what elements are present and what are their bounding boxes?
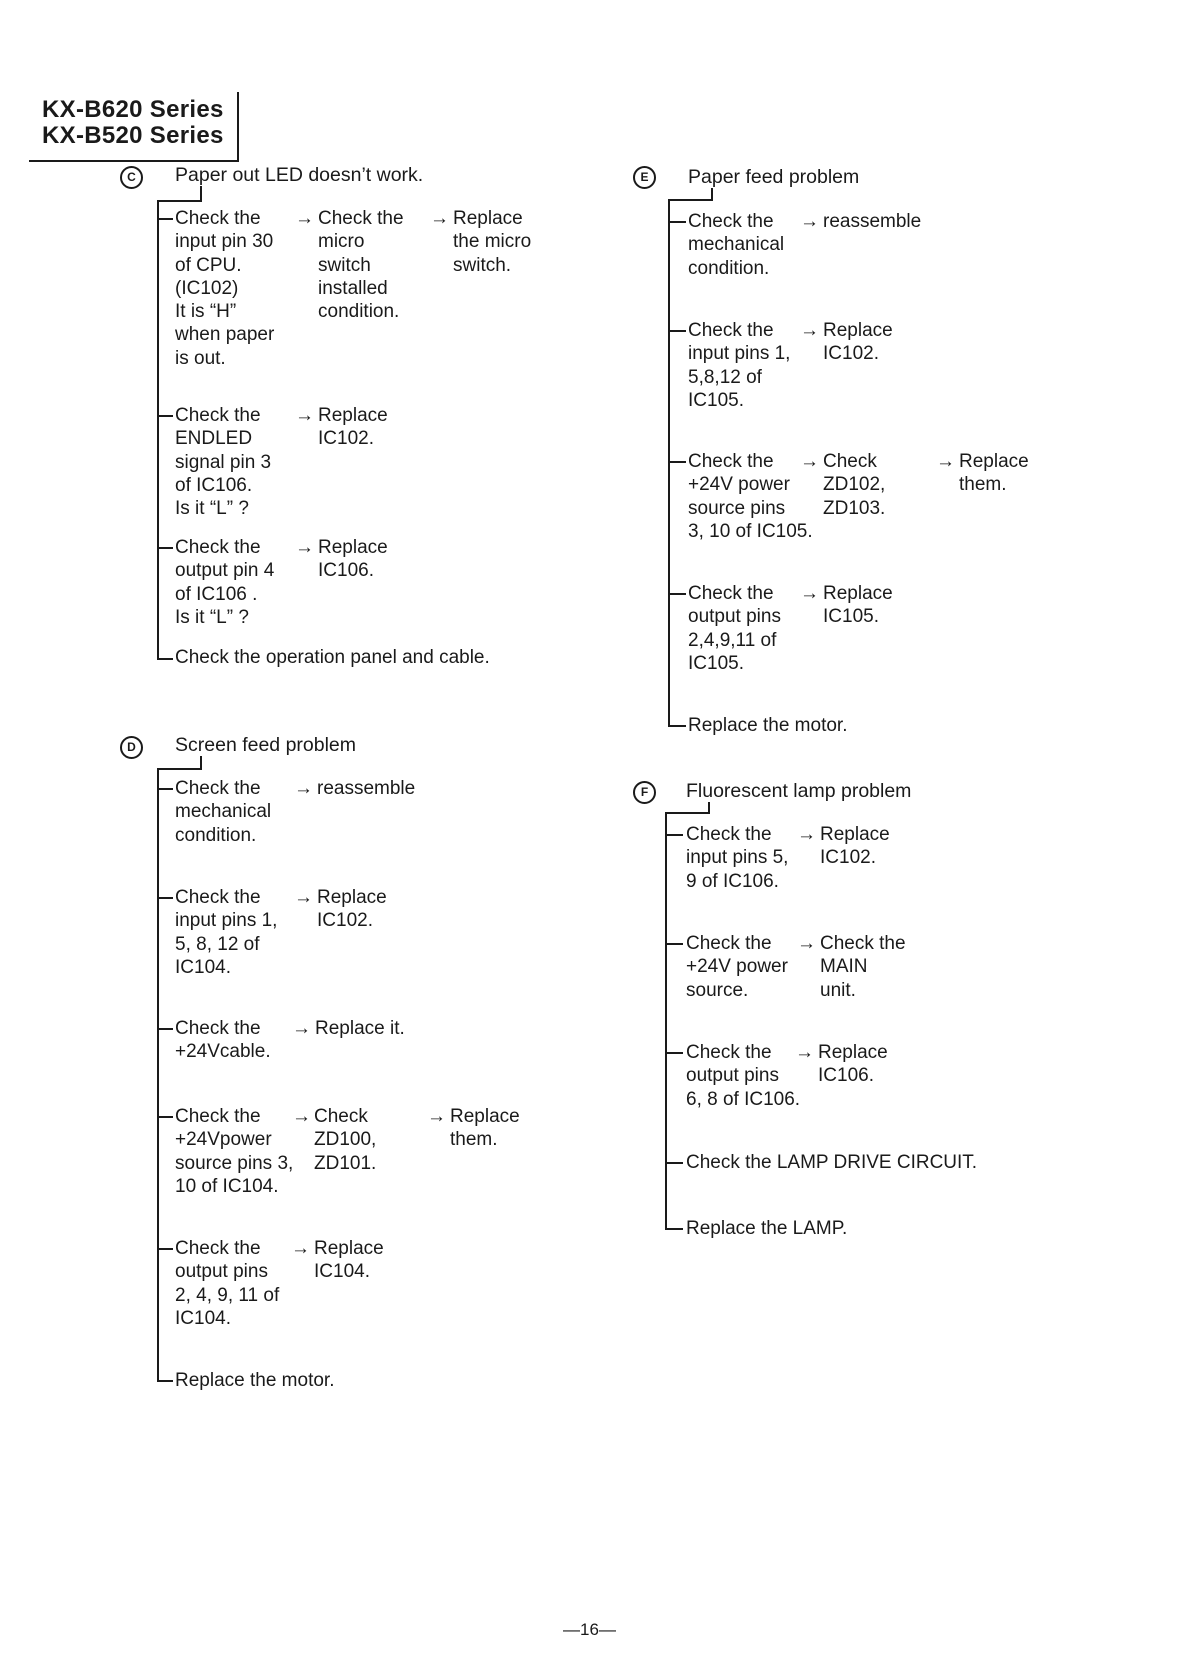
tree-connector — [157, 768, 202, 770]
step-text: Check the output pins 2,4,9,11 of IC105. — [688, 583, 781, 674]
step-text: Check the ENDLED signal pin 3 of IC106. Is it “L” ? — [175, 405, 272, 520]
arrow-icon: → — [292, 1018, 311, 1039]
step-text: reassemble — [317, 778, 416, 799]
step-text: Check the +24V power source pins 3, 10 of IC105. — [688, 451, 813, 542]
arrow-icon: → — [797, 824, 816, 845]
tree-connector — [708, 802, 710, 814]
branch-tick — [668, 221, 686, 223]
section-title: Paper out LED doesn’t work. — [175, 164, 424, 186]
arrow-icon: → — [294, 778, 313, 799]
branch-tick — [157, 547, 173, 549]
tree-connector — [711, 188, 713, 201]
step-text: Replace the micro switch. — [453, 208, 532, 276]
branch-tick — [665, 943, 683, 945]
arrow-icon: → — [291, 1238, 310, 1259]
branch-tick — [668, 330, 686, 332]
tree-connector — [200, 186, 202, 202]
tree-trunk — [157, 768, 159, 1381]
tree-connector — [157, 200, 202, 202]
step-text: Check the +24V power source. — [686, 933, 788, 1001]
branch-tick — [157, 1380, 173, 1382]
section-title: Paper feed problem — [688, 166, 860, 188]
branch-tick — [665, 1228, 683, 1230]
section-title: Screen feed problem — [175, 734, 357, 756]
section-title: Fluorescent lamp problem — [686, 780, 912, 802]
arrow-icon: → — [427, 1106, 446, 1127]
step-text: Check the input pins 1, 5,8,12 of IC105. — [688, 320, 791, 411]
branch-tick — [157, 897, 173, 899]
step-text: Replace IC102. — [318, 405, 388, 450]
step-text: Check the mechanical condition. — [175, 778, 272, 846]
section-letter: D — [120, 736, 143, 759]
branch-tick — [668, 725, 686, 727]
branch-tick — [157, 1116, 173, 1118]
step-text: Replace IC105. — [823, 583, 893, 628]
section-letter: C — [120, 166, 143, 189]
final-step: Replace the motor. — [688, 715, 848, 736]
arrow-icon: → — [800, 451, 819, 472]
step-text: Replace IC102. — [317, 887, 387, 932]
step-text: Check the MAIN unit. — [820, 933, 906, 1001]
branch-tick — [157, 658, 173, 660]
step-text: Replace them. — [959, 451, 1029, 496]
step-text: reassemble — [823, 211, 922, 232]
step-text: Check the input pin 30 of CPU. (IC102) It is “H” when paper is out. — [175, 208, 275, 369]
step-text: Check the output pins 6, 8 of IC106. — [686, 1042, 801, 1110]
arrow-icon: → — [295, 537, 314, 558]
arrow-icon: → — [797, 933, 816, 954]
section-letter: E — [633, 166, 656, 189]
arrow-icon: → — [295, 405, 314, 426]
tree-trunk — [157, 200, 159, 659]
final-step: Replace the LAMP. — [686, 1218, 848, 1239]
step-text: Replace IC102. — [823, 320, 893, 365]
step-text: Check the input pins 5, 9 of IC106. — [686, 824, 789, 892]
step-text: Check ZD102, ZD103. — [823, 451, 886, 519]
step-text: Check the micro switch installed condition. — [318, 208, 404, 323]
arrow-icon: → — [795, 1042, 814, 1063]
step-text: Replace IC104. — [314, 1238, 384, 1283]
section-letter: F — [633, 781, 656, 804]
tree-connector — [668, 199, 713, 201]
step-text: Check the +24Vpower source pins 3, 10 of IC104. — [175, 1106, 294, 1197]
step-text: Check the LAMP DRIVE CIRCUIT. — [686, 1152, 978, 1173]
arrow-icon: → — [292, 1106, 311, 1127]
arrow-icon: → — [800, 320, 819, 341]
arrow-icon: → — [800, 211, 819, 232]
arrow-icon: → — [800, 583, 819, 604]
tree-trunk — [665, 812, 667, 1229]
step-text: Check the output pin 4 of IC106 . Is it “L” ? — [175, 537, 275, 628]
branch-tick — [157, 1028, 173, 1030]
branch-tick — [157, 788, 173, 790]
branch-tick — [157, 1248, 173, 1250]
branch-tick — [668, 461, 686, 463]
tree-connector — [200, 756, 202, 770]
step-text: Check the input pins 1, 5, 8, 12 of IC104. — [175, 887, 278, 978]
step-text: Check ZD100, ZD101. — [314, 1106, 377, 1174]
arrow-icon: → — [295, 208, 314, 229]
tree-connector — [665, 812, 710, 814]
step-text: Replace it. — [315, 1018, 405, 1039]
series-title-2: KX-B520 Series — [42, 122, 224, 149]
branch-tick — [665, 1162, 683, 1164]
branch-tick — [157, 218, 173, 220]
page-number: —16— — [563, 1620, 616, 1639]
step-text: Check the +24Vcable. — [175, 1018, 271, 1063]
branch-tick — [665, 834, 683, 836]
final-step: Check the operation panel and cable. — [175, 647, 490, 668]
step-text: Check the output pins 2, 4, 9, 11 of IC104. — [175, 1238, 280, 1329]
branch-tick — [665, 1052, 683, 1054]
step-text: Check the mechanical condition. — [688, 211, 785, 279]
arrow-icon: → — [430, 208, 449, 229]
arrow-icon: → — [294, 887, 313, 908]
branch-tick — [157, 415, 173, 417]
branch-tick — [668, 593, 686, 595]
final-step: Replace the motor. — [175, 1370, 335, 1391]
step-text: Replace them. — [450, 1106, 520, 1151]
arrow-icon: → — [936, 451, 955, 472]
step-text: Replace IC106. — [818, 1042, 888, 1087]
step-text: Replace IC102. — [820, 824, 890, 869]
step-text: Replace IC106. — [318, 537, 388, 582]
series-title-1: KX-B620 Series — [42, 96, 224, 123]
